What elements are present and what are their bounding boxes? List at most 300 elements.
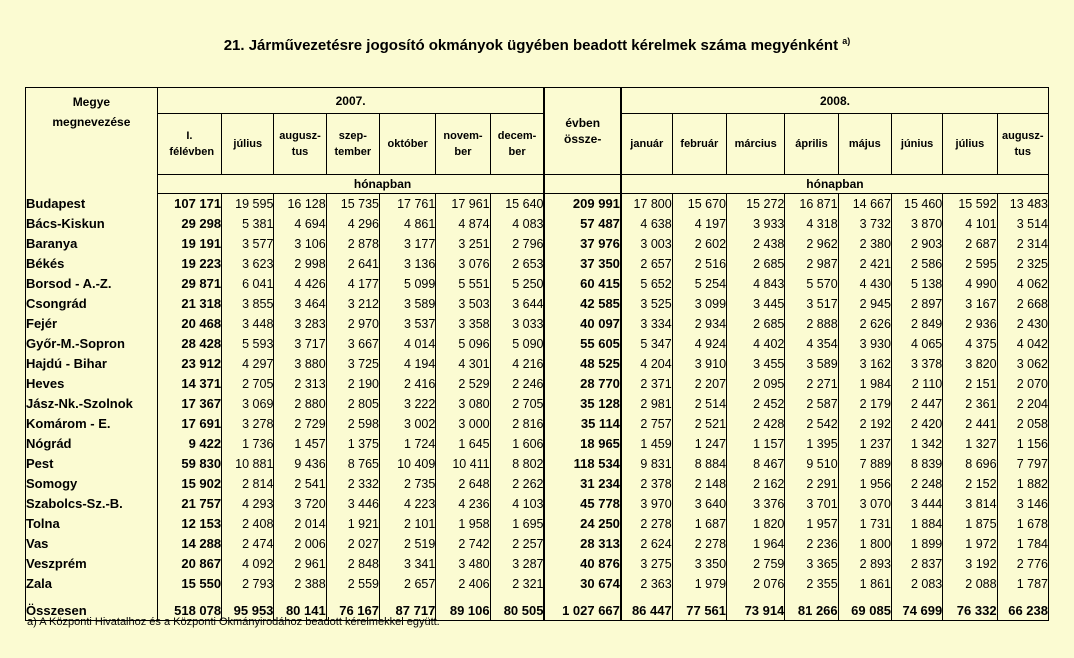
cell-value: 2 542 — [785, 414, 838, 434]
cell-value: 9 422 — [157, 434, 221, 454]
cell-value: 3 880 — [274, 354, 326, 374]
cell-value: 3 365 — [785, 554, 838, 574]
cell-value: 7 889 — [838, 454, 891, 474]
county-name: Somogy — [26, 474, 158, 494]
cell-value: 3 640 — [672, 494, 726, 514]
cell-value: 4 177 — [326, 274, 379, 294]
cell-value: 14 288 — [157, 534, 221, 554]
table-row — [26, 234, 1049, 254]
cell-value: 4 354 — [785, 334, 838, 354]
cell-value: 1 724 — [380, 434, 436, 454]
year-2007-header: 2007. — [335, 93, 366, 108]
cell-value: 1 457 — [274, 434, 326, 454]
cell-value: 3 814 — [943, 494, 997, 514]
cell-value: 3 517 — [785, 294, 838, 314]
cell-value: 8 839 — [891, 454, 942, 474]
cell-value: 2 361 — [943, 394, 997, 414]
cell-value: 2 837 — [891, 554, 942, 574]
cell-value: 14 371 — [157, 374, 221, 394]
cell-value: 16 128 — [274, 194, 326, 215]
cell-value: 60 415 — [544, 274, 620, 294]
cell-value: 1 342 — [891, 434, 942, 454]
cell-value: 2 849 — [891, 314, 942, 334]
cell-value: 4 638 — [621, 214, 672, 234]
cell-value: 2 006 — [274, 534, 326, 554]
county-name: Csongrád — [26, 294, 158, 314]
cell-value: 3 933 — [727, 214, 785, 234]
cell-value: 3 136 — [380, 254, 436, 274]
cell-value: 2 474 — [222, 534, 274, 554]
cell-value: 2 586 — [891, 254, 942, 274]
cell-value: 2 970 — [326, 314, 379, 334]
cell-value: 2 757 — [621, 414, 672, 434]
cell-value: 5 250 — [490, 274, 544, 294]
cell-value: 3 444 — [891, 494, 942, 514]
cell-value: 4 236 — [436, 494, 490, 514]
cell-value: 1 731 — [838, 514, 891, 534]
county-name: Jász-Nk.-Szolnok — [26, 394, 158, 414]
county-name: Borsod - A.-Z. — [26, 274, 158, 294]
cell-value: 23 912 — [157, 354, 221, 374]
per-month-2007: hónapban — [353, 177, 412, 191]
cell-value: 1 327 — [943, 434, 997, 454]
cell-value: 2 776 — [997, 554, 1048, 574]
cell-value: 1 882 — [997, 474, 1048, 494]
cell-value: 31 234 — [544, 474, 620, 494]
cell-value: 2 088 — [943, 574, 997, 594]
cell-value: 3 177 — [380, 234, 436, 254]
cell-value: 2 945 — [838, 294, 891, 314]
cell-value: 6 041 — [222, 274, 274, 294]
cell-value: 2 893 — [838, 554, 891, 574]
cell-value: 86 447 — [621, 594, 672, 621]
cell-value: 3 376 — [727, 494, 785, 514]
cell-value: 2 814 — [222, 474, 274, 494]
cell-value: 3 378 — [891, 354, 942, 374]
cell-value: 1 787 — [997, 574, 1048, 594]
cell-value: 2 278 — [621, 514, 672, 534]
cell-value: 35 114 — [544, 414, 620, 434]
cell-value: 5 570 — [785, 274, 838, 294]
table-row — [26, 434, 1049, 454]
cell-value: 3 667 — [326, 334, 379, 354]
cell-value: 4 874 — [436, 214, 490, 234]
cell-value: 9 510 — [785, 454, 838, 474]
county-name: Győr-M.-Sopron — [26, 334, 158, 354]
cell-value: 2 624 — [621, 534, 672, 554]
cell-value: 1 678 — [997, 514, 1048, 534]
cell-value: 2 685 — [727, 254, 785, 274]
cell-value: 1 861 — [838, 574, 891, 594]
cell-value: 4 065 — [891, 334, 942, 354]
cell-value: 4 014 — [380, 334, 436, 354]
cell-value: 15 550 — [157, 574, 221, 594]
cell-value: 209 991 — [544, 194, 620, 215]
cell-value: 29 871 — [157, 274, 221, 294]
cell-value: 2 657 — [380, 574, 436, 594]
cell-value: 2 014 — [274, 514, 326, 534]
cell-value: 2 705 — [490, 394, 544, 414]
cell-value: 3 222 — [380, 394, 436, 414]
cell-value: 3 334 — [621, 314, 672, 334]
cell-value: 2 687 — [943, 234, 997, 254]
cell-value: 3 480 — [436, 554, 490, 574]
cell-value: 2 759 — [727, 554, 785, 574]
cell-value: 2 192 — [838, 414, 891, 434]
cell-value: 2 190 — [326, 374, 379, 394]
table-row — [26, 274, 1049, 294]
cell-value: 1 157 — [727, 434, 785, 454]
cell-value: 3 855 — [222, 294, 274, 314]
cell-value: 2 058 — [997, 414, 1048, 434]
cell-value: 2 271 — [785, 374, 838, 394]
col-dec-2007: decem- ber — [497, 130, 537, 158]
county-name: Összesen — [26, 594, 158, 621]
cell-value: 1 956 — [838, 474, 891, 494]
cell-value: 12 153 — [157, 514, 221, 534]
cell-value: 3 283 — [274, 314, 326, 334]
cell-value: 2 151 — [943, 374, 997, 394]
cell-value: 5 652 — [621, 274, 672, 294]
cell-value: 2 653 — [490, 254, 544, 274]
cell-value: 15 592 — [943, 194, 997, 215]
cell-value: 9 436 — [274, 454, 326, 474]
table-body — [26, 194, 1049, 621]
table-title: 21. Járművezetésre jogosító okmányok ügyében beadott kérelmek száma megyénként $^{a)}$ — [223, 36, 851, 54]
footnote: a) A Központi Hivatalhoz és a Központi Okmányirodához beadott kérelmekkel együtt. — [27, 616, 440, 628]
cell-value: 4 861 — [380, 214, 436, 234]
cell-value: 2 961 — [274, 554, 326, 574]
cell-value: 3 287 — [490, 554, 544, 574]
cell-value: 1 459 — [621, 434, 672, 454]
cell-value: 3 732 — [838, 214, 891, 234]
cell-value: 2 657 — [621, 254, 672, 274]
cell-value: 2 729 — [274, 414, 326, 434]
col-jul-2008: július — [955, 138, 985, 150]
cell-value: 2 742 — [436, 534, 490, 554]
table-row — [26, 294, 1049, 314]
cell-value: 3 448 — [222, 314, 274, 334]
table-row — [26, 214, 1049, 234]
cell-value: 4 083 — [490, 214, 544, 234]
cell-value: 3 106 — [274, 234, 326, 254]
cell-value: 15 670 — [672, 194, 726, 215]
cell-value: 2 430 — [997, 314, 1048, 334]
per-month-2008: hónapban — [806, 177, 864, 191]
cell-value: 2 262 — [490, 474, 544, 494]
cell-value: 3 076 — [436, 254, 490, 274]
cell-value: 8 802 — [490, 454, 544, 474]
cell-value: 21 757 — [157, 494, 221, 514]
cell-value: 3 870 — [891, 214, 942, 234]
cell-value: 2 257 — [490, 534, 544, 554]
cell-value: 2 162 — [727, 474, 785, 494]
cell-value: 74 699 — [891, 594, 942, 621]
cell-value: 66 238 — [997, 594, 1048, 621]
cell-value: 3 341 — [380, 554, 436, 574]
cell-value: 2 363 — [621, 574, 672, 594]
cell-value: 2 148 — [672, 474, 726, 494]
cell-value: 2 541 — [274, 474, 326, 494]
cell-value: 2 559 — [326, 574, 379, 594]
cell-value: 4 318 — [785, 214, 838, 234]
cell-value: 5 096 — [436, 334, 490, 354]
table-row — [26, 474, 1049, 494]
cell-value: 57 487 — [544, 214, 620, 234]
cell-value: 1 247 — [672, 434, 726, 454]
cell-value: 2 236 — [785, 534, 838, 554]
cell-value: 40 876 — [544, 554, 620, 574]
cell-value: 37 350 — [544, 254, 620, 274]
table-header — [26, 88, 1049, 194]
cell-value: 3 514 — [997, 214, 1048, 234]
col-h1-2007: I. félévben — [169, 130, 215, 158]
county-name: Budapest — [26, 194, 158, 215]
cell-value: 14 667 — [838, 194, 891, 215]
cell-value: 2 793 — [222, 574, 274, 594]
cell-value: 45 778 — [544, 494, 620, 514]
table-row — [26, 494, 1049, 514]
table-row — [26, 514, 1049, 534]
cell-value: 3 930 — [838, 334, 891, 354]
cell-value: 59 830 — [157, 454, 221, 474]
cell-value: 1 687 — [672, 514, 726, 534]
cell-value: 5 138 — [891, 274, 942, 294]
cell-value: 2 378 — [621, 474, 672, 494]
cell-value: 2 406 — [436, 574, 490, 594]
cell-value: 76 332 — [943, 594, 997, 621]
cell-value: 2 110 — [891, 374, 942, 394]
cell-value: 8 765 — [326, 454, 379, 474]
cell-value: 1 606 — [490, 434, 544, 454]
cell-value: 9 831 — [621, 454, 672, 474]
cell-value: 81 266 — [785, 594, 838, 621]
cell-value: 2 735 — [380, 474, 436, 494]
cell-value: 2 878 — [326, 234, 379, 254]
cell-value: 95 953 — [222, 594, 274, 621]
cell-value: 1 784 — [997, 534, 1048, 554]
cell-value: 28 770 — [544, 374, 620, 394]
cell-value: 2 521 — [672, 414, 726, 434]
cell-value: 2 805 — [326, 394, 379, 414]
cell-value: 1 958 — [436, 514, 490, 534]
cell-value: 30 674 — [544, 574, 620, 594]
cell-value: 19 191 — [157, 234, 221, 254]
county-name: Hajdú - Bihar — [26, 354, 158, 374]
col-jul-2007: július — [233, 138, 263, 150]
cell-value: 2 987 — [785, 254, 838, 274]
cell-value: 2 998 — [274, 254, 326, 274]
cell-value: 3 720 — [274, 494, 326, 514]
col-sep-2007: szep- tember — [334, 130, 372, 158]
cell-value: 2 595 — [943, 254, 997, 274]
cell-value: 2 438 — [727, 234, 785, 254]
cell-value: 3 162 — [838, 354, 891, 374]
table-row — [26, 314, 1049, 334]
cell-value: 2 981 — [621, 394, 672, 414]
cell-value: 3 070 — [838, 494, 891, 514]
cell-value: 2 903 — [891, 234, 942, 254]
cell-value: 10 881 — [222, 454, 274, 474]
cell-value: 1 984 — [838, 374, 891, 394]
cell-value: 3 192 — [943, 554, 997, 574]
cell-value: 1 375 — [326, 434, 379, 454]
cell-value: 7 797 — [997, 454, 1048, 474]
cell-value: 16 871 — [785, 194, 838, 215]
cell-value: 2 332 — [326, 474, 379, 494]
table-row — [26, 194, 1049, 215]
data-table — [25, 87, 1049, 621]
cell-value: 5 090 — [490, 334, 544, 354]
col-apr-2008: április — [795, 138, 828, 150]
cell-value: 2 070 — [997, 374, 1048, 394]
county-name: Tolna — [26, 514, 158, 534]
cell-value: 118 534 — [544, 454, 620, 474]
cell-value: 8 696 — [943, 454, 997, 474]
cell-value: 2 408 — [222, 514, 274, 534]
table-row — [26, 454, 1049, 474]
cell-value: 4 293 — [222, 494, 274, 514]
cell-value: 1 964 — [727, 534, 785, 554]
cell-value: 1 820 — [727, 514, 785, 534]
county-name: Vas — [26, 534, 158, 554]
cell-value: 2 934 — [672, 314, 726, 334]
table-row — [26, 554, 1049, 574]
cell-value: 3 002 — [380, 414, 436, 434]
cell-value: 2 321 — [490, 574, 544, 594]
cell-value: 2 248 — [891, 474, 942, 494]
cell-value: 518 078 — [157, 594, 221, 621]
county-name: Fejér — [26, 314, 158, 334]
cell-value: 4 223 — [380, 494, 436, 514]
col-oct-2007: október — [387, 138, 428, 150]
cell-value: 3 525 — [621, 294, 672, 314]
table-row — [26, 354, 1049, 374]
cell-value: 3 589 — [380, 294, 436, 314]
cell-value: 1 156 — [997, 434, 1048, 454]
cell-value: 42 585 — [544, 294, 620, 314]
cell-value: 4 103 — [490, 494, 544, 514]
cell-value: 2 816 — [490, 414, 544, 434]
cell-value: 2 325 — [997, 254, 1048, 274]
cell-value: 15 735 — [326, 194, 379, 215]
cell-value: 4 301 — [436, 354, 490, 374]
cell-value: 17 961 — [436, 194, 490, 215]
cell-value: 2 936 — [943, 314, 997, 334]
cell-value: 1 800 — [838, 534, 891, 554]
col-jun-2008: június — [900, 138, 934, 150]
cell-value: 3 251 — [436, 234, 490, 254]
cell-value: 1 875 — [943, 514, 997, 534]
cell-value: 2 447 — [891, 394, 942, 414]
table-row — [26, 574, 1049, 594]
cell-value: 5 551 — [436, 274, 490, 294]
cell-value: 89 106 — [436, 594, 490, 621]
county-name: Zala — [26, 574, 158, 594]
cell-value: 17 761 — [380, 194, 436, 215]
col-feb-2008: február — [680, 138, 719, 150]
cell-value: 2 602 — [672, 234, 726, 254]
cell-value: 3 278 — [222, 414, 274, 434]
cell-value: 2 278 — [672, 534, 726, 554]
cell-value: 19 223 — [157, 254, 221, 274]
cell-value: 1 695 — [490, 514, 544, 534]
cell-value: 4 402 — [727, 334, 785, 354]
cell-value: 1 979 — [672, 574, 726, 594]
cell-value: 2 668 — [997, 294, 1048, 314]
cell-value: 5 099 — [380, 274, 436, 294]
cell-value: 3 069 — [222, 394, 274, 414]
cell-value: 2 705 — [222, 374, 274, 394]
cell-value: 3 358 — [436, 314, 490, 334]
cell-value: 29 298 — [157, 214, 221, 234]
cell-value: 1 027 667 — [544, 594, 620, 621]
cell-value: 3 033 — [490, 314, 544, 334]
cell-value: 2 626 — [838, 314, 891, 334]
cell-value: 3 212 — [326, 294, 379, 314]
cell-value: 17 367 — [157, 394, 221, 414]
cell-value: 4 426 — [274, 274, 326, 294]
cell-value: 15 272 — [727, 194, 785, 215]
cell-value: 2 179 — [838, 394, 891, 414]
cell-value: 2 685 — [727, 314, 785, 334]
cell-value: 4 694 — [274, 214, 326, 234]
cell-value: 77 561 — [672, 594, 726, 621]
cell-value: 3 623 — [222, 254, 274, 274]
cell-value: 3 080 — [436, 394, 490, 414]
county-name: Baranya — [26, 234, 158, 254]
year-2008-header: 2008. — [819, 93, 850, 108]
cell-value: 5 347 — [621, 334, 672, 354]
cell-value: 2 291 — [785, 474, 838, 494]
cell-value: 2 314 — [997, 234, 1048, 254]
county-name: Pest — [26, 454, 158, 474]
cell-value: 4 990 — [943, 274, 997, 294]
cell-value: 3 003 — [621, 234, 672, 254]
cell-value: 15 640 — [490, 194, 544, 215]
cell-value: 20 468 — [157, 314, 221, 334]
cell-value: 2 101 — [380, 514, 436, 534]
cell-value: 3 455 — [727, 354, 785, 374]
cell-value: 37 976 — [544, 234, 620, 254]
table-row — [26, 534, 1049, 554]
cell-value: 3 820 — [943, 354, 997, 374]
cell-value: 2 207 — [672, 374, 726, 394]
cell-value: 3 446 — [326, 494, 379, 514]
col-may-2008: május — [848, 138, 881, 150]
cell-value: 40 097 — [544, 314, 620, 334]
cell-value: 2 246 — [490, 374, 544, 394]
cell-value: 28 313 — [544, 534, 620, 554]
cell-value: 4 375 — [943, 334, 997, 354]
table-row — [26, 334, 1049, 354]
cell-value: 3 701 — [785, 494, 838, 514]
footnote-marker: a) — [842, 36, 851, 46]
cell-value: 3 062 — [997, 354, 1048, 374]
cell-value: 15 460 — [891, 194, 942, 215]
cell-value: 20 867 — [157, 554, 221, 574]
cell-value: 4 197 — [672, 214, 726, 234]
cell-value: 3 589 — [785, 354, 838, 374]
cell-value: 2 441 — [943, 414, 997, 434]
cell-value: 4 216 — [490, 354, 544, 374]
county-name: Heves — [26, 374, 158, 394]
cell-value: 4 062 — [997, 274, 1048, 294]
cell-value: 2 888 — [785, 314, 838, 334]
cell-value: 3 503 — [436, 294, 490, 314]
cell-value: 2 416 — [380, 374, 436, 394]
col-aug-2007: augusz- tus — [279, 130, 321, 158]
